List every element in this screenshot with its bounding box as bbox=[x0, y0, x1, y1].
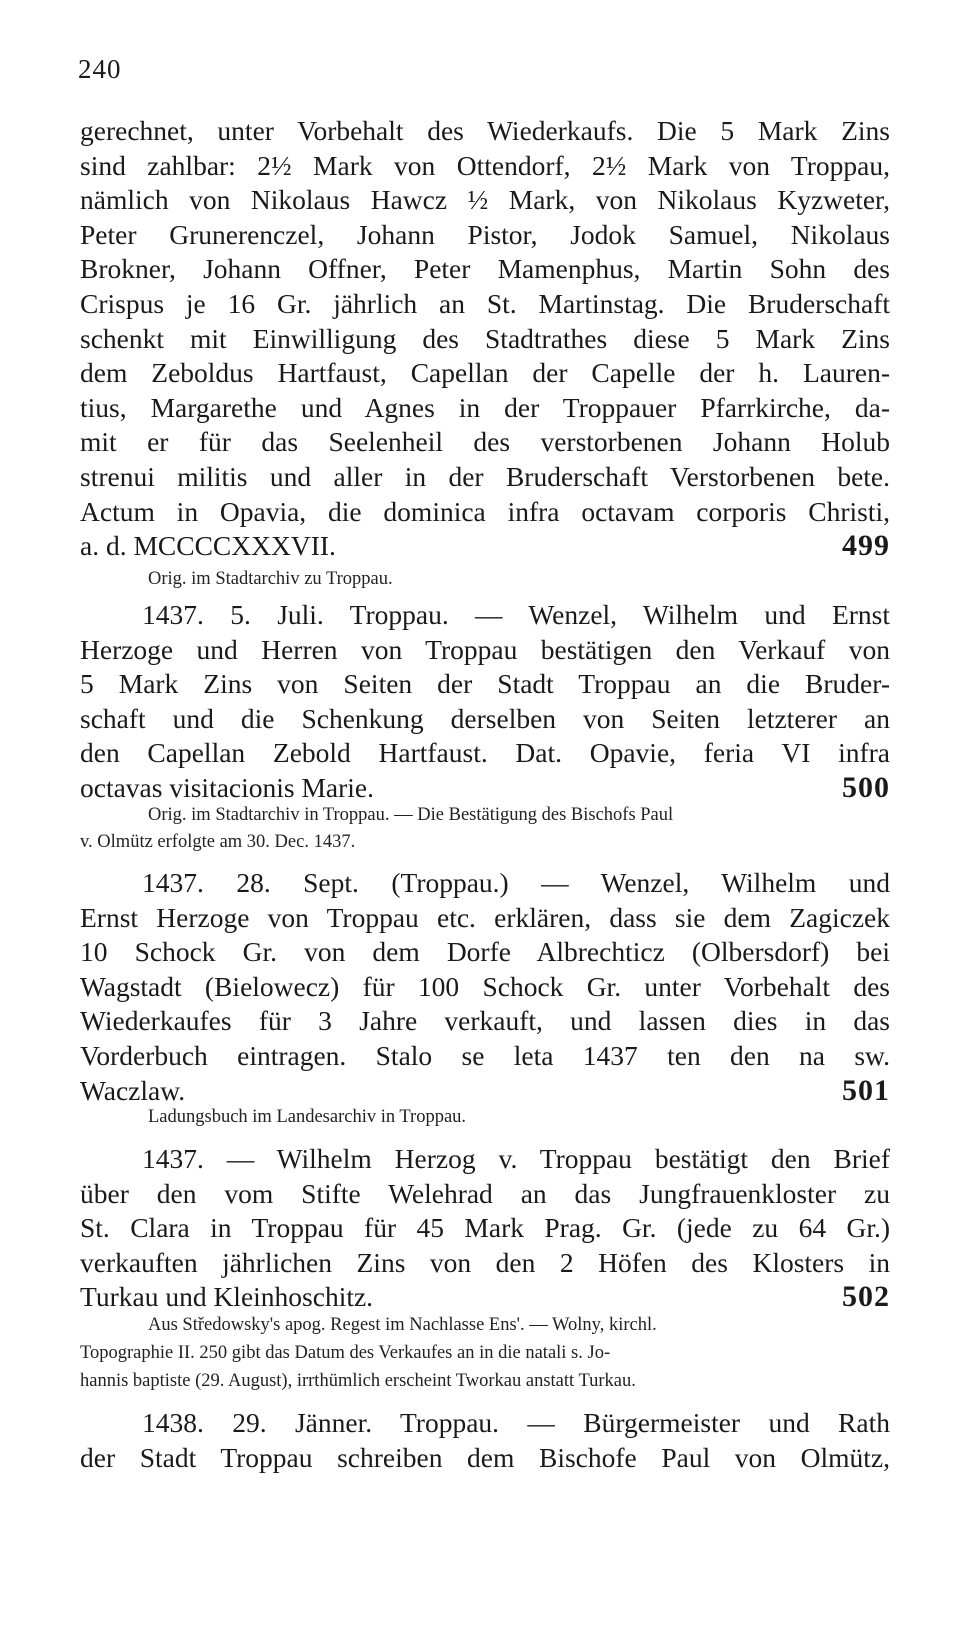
text-line: Waczlaw. bbox=[80, 1074, 186, 1106]
text-line: über den vom Stifte Welehrad an das Jungfrauenkloster zu bbox=[80, 1177, 890, 1209]
text-line: octavas visitacionis Marie. bbox=[80, 771, 375, 803]
document-number: 500 bbox=[842, 770, 890, 804]
page-number: 240 bbox=[78, 54, 122, 84]
text-line: St. Clara in Troppau für 45 Mark Prag. Gr. (jede zu 64 Gr.) bbox=[80, 1212, 890, 1244]
text-line: gerechnet, unter Vorbehalt des Wiederkaufs. Die 5 Mark Zins bbox=[80, 115, 890, 146]
entry-502 bbox=[80, 1142, 890, 1315]
text-line: 1437. 28. Sept. (Troppau.) — Wenzel, Wilhelm und bbox=[142, 867, 890, 898]
text-line: tius, Margarethe und Agnes in der Troppauer Pfarrkirche, da- bbox=[80, 391, 890, 423]
text-line: Wiederkaufes für 3 Jahre verkauft, und lassen dies in das bbox=[80, 1005, 890, 1037]
text-line: Wagstadt (Bielowecz) für 100 Schock Gr. unter Vorbehalt des bbox=[80, 970, 890, 1002]
text-line: dem Zeboldus Hartfaust, Capellan der Capelle der h. Lauren- bbox=[80, 357, 890, 389]
text-line: 1437. 5. Juli. Troppau. — Wenzel, Wilhelm und Ernst bbox=[142, 599, 890, 630]
text-line: schenkt mit Einwilligung des Stadtrathes diese 5 Mark Zins bbox=[80, 322, 890, 354]
entry-499 bbox=[80, 114, 890, 564]
entry-end-line bbox=[80, 771, 890, 806]
text-line: strenui militis und aller in der Bruderschaft Verstorbenen bete. bbox=[80, 460, 890, 492]
document-number: 501 bbox=[842, 1073, 890, 1107]
text-line: 1437. — Wilhelm Herzog v. Troppau bestätigt den Brief bbox=[142, 1143, 890, 1174]
source-note: Topographie II. 250 gibt das Datum des Verkaufes an in die natali s. Jo- bbox=[80, 1343, 611, 1363]
text-line: nämlich von Nikolaus Hawcz ½ Mark, von Nikolaus Kyzweter, bbox=[80, 184, 890, 216]
text-line: Crispus je 16 Gr. jährlich an St. Martinstag. Die Bruderschaft bbox=[80, 287, 890, 319]
text-line: Turkau und Kleinhoschitz. bbox=[80, 1281, 374, 1313]
source-note: Aus Středowsky's apog. Regest im Nachlasse Ens'. — Wolny, kirchl. bbox=[148, 1315, 657, 1335]
text-line: 10 Schock Gr. von dem Dorfe Albrechticz (Olbersdorf) bei bbox=[80, 936, 890, 968]
text-line: der Stadt Troppau schreiben dem Bischofe Paul von Olmütz, bbox=[80, 1441, 890, 1473]
entry-503 bbox=[80, 1406, 890, 1475]
text-line: Herzoge und Herren von Troppau bestätigen den Verkauf von bbox=[80, 633, 890, 665]
entry-end-line bbox=[80, 529, 890, 564]
text-line: mit er für das Seelenheil des verstorbenen Johann Holub bbox=[80, 426, 890, 458]
text-line: den Capellan Zebold Hartfaust. Dat. Opavie, feria VI infra bbox=[80, 737, 890, 769]
text-line: a. d. MCCCCXXXVII. bbox=[80, 530, 336, 562]
text-line: Ernst Herzoge von Troppau etc. erklären, dass sie dem Zagiczek bbox=[80, 901, 890, 933]
entry-end-line bbox=[80, 1280, 890, 1315]
source-note: Orig. im Stadtarchiv zu Troppau. bbox=[148, 569, 393, 589]
text-line: sind zahlbar: 2½ Mark von Ottendorf, 2½ Mark von Troppau, bbox=[80, 149, 890, 181]
source-note: Ladungsbuch im Landesarchiv in Troppau. bbox=[148, 1107, 467, 1127]
text-line: verkauften jährlichen Zins von den 2 Höfen des Klosters in bbox=[80, 1246, 890, 1278]
document-number: 502 bbox=[842, 1280, 890, 1314]
text-line: Peter Grunerenczel, Johann Pistor, Jodok Samuel, Nikolaus bbox=[80, 218, 890, 250]
text-line: schaft und die Schenkung derselben von Seiten letzterer an bbox=[80, 702, 890, 734]
source-note: hannis baptiste (29. August), irrthümlich erscheint Tworkau anstatt Turkau. bbox=[80, 1371, 636, 1391]
entry-501 bbox=[80, 866, 890, 1108]
text-line: 5 Mark Zins von Seiten der Stadt Troppau an die Bruder- bbox=[80, 668, 890, 700]
text-line: 1438. 29. Jänner. Troppau. — Bürgermeister und Rath bbox=[142, 1407, 890, 1438]
entry-end-line bbox=[80, 1074, 890, 1109]
text-line: Actum in Opavia, die dominica infra octavam corporis Christi, bbox=[80, 495, 890, 527]
source-note: v. Olmütz erfolgte am 30. Dec. 1437. bbox=[80, 832, 356, 852]
text-line: Vorderbuch eintragen. Stalo se leta 1437 ten den na sw. bbox=[80, 1039, 890, 1071]
text-line: Brokner, Johann Offner, Peter Mamenphus, Martin Sohn des bbox=[80, 253, 890, 285]
document-number: 499 bbox=[842, 529, 890, 563]
entry-500 bbox=[80, 598, 890, 806]
source-note: Orig. im Stadtarchiv in Troppau. — Die Bestätigung des Bischofs Paul bbox=[148, 805, 674, 825]
